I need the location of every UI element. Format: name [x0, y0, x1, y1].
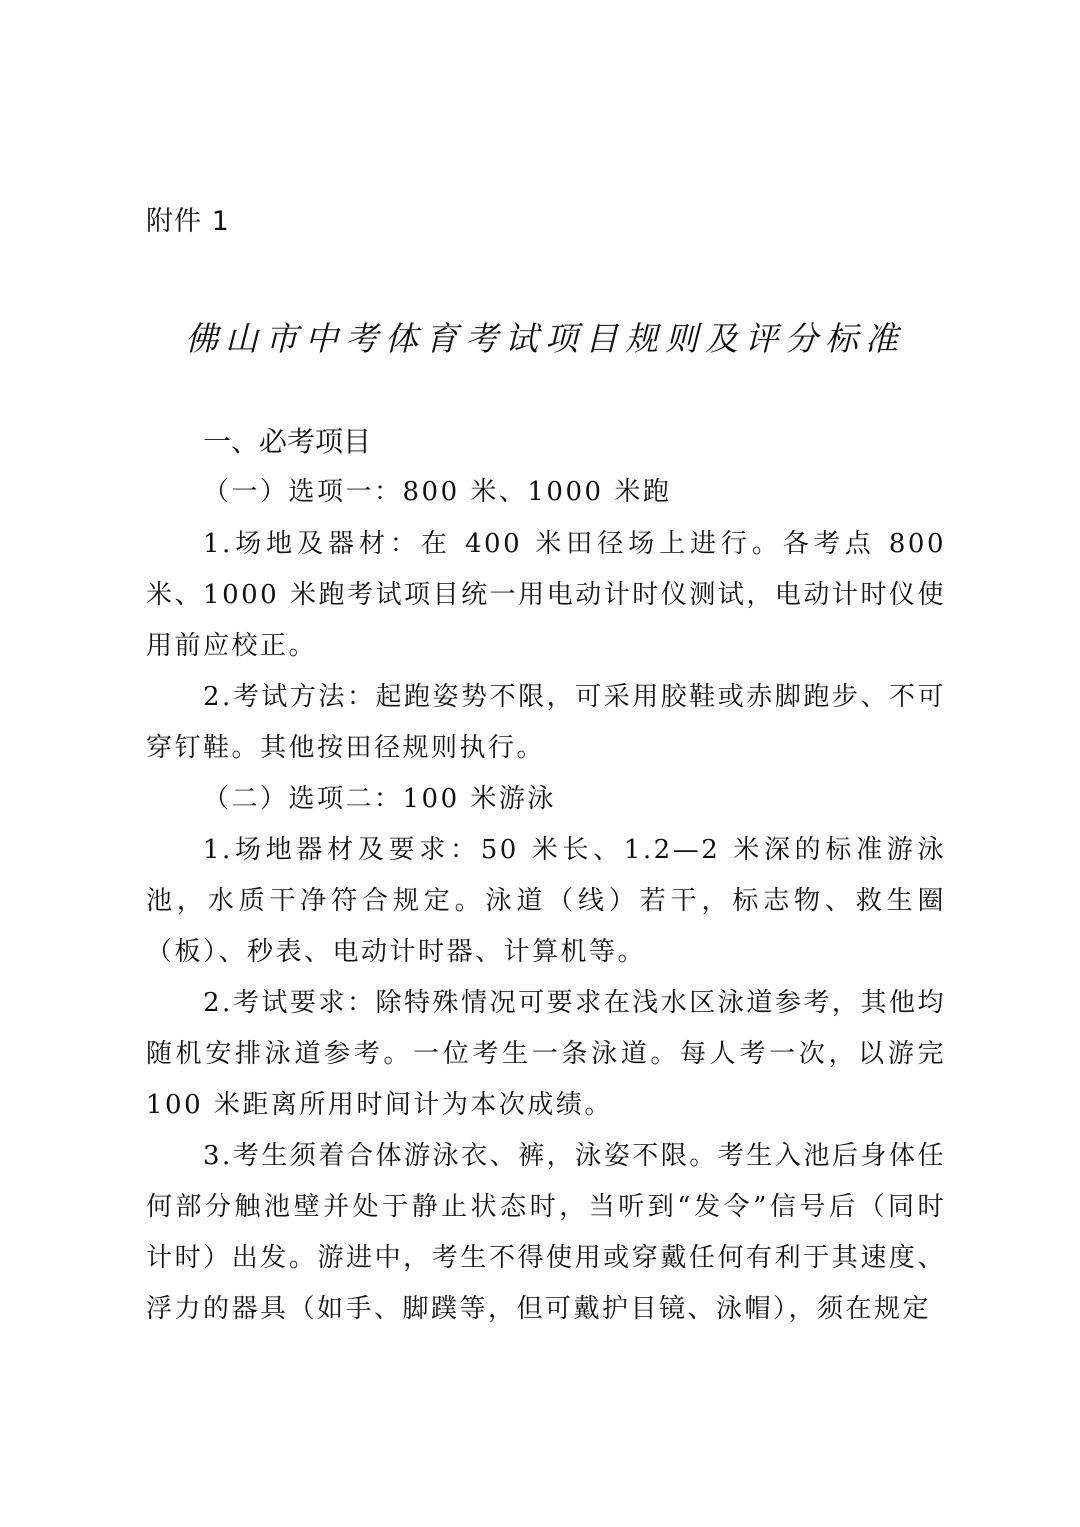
- option-2-item-1: 1.场地器材及要求：50 米长、1.2—2 米深的标准游泳池，水质干净符合规定。泳道（线）若干，标志物、救生圈（板）、秒表、电动计时器、计算机等。: [146, 835, 946, 967]
- option-1-item-1: 1.场地及器材：在 400 米田径场上进行。各考点 800 米、1000 米跑考试项目统一用电动计时仪测试，电动计时仪使用前应校正。: [146, 529, 946, 661]
- section-heading-required-items: 一、必考项目: [203, 425, 372, 458]
- option-2-item-3: 3.考生须着合体游泳衣、裤，泳姿不限。考生入池后身体任何部分触池壁并处于静止状态时，当听到“发令”信号后（同时计时）出发。游进中，考生不得使用或穿戴任何有利于其速度、浮力的器具（如手、脚蹼等，但可戴护目镜、泳帽），须在规定: [146, 1141, 946, 1324]
- attachment-label: 附件 1: [146, 206, 230, 237]
- option-1-item-2: 2.考试方法：起跑姿势不限，可采用胶鞋或赤脚跑步、不可穿钉鞋。其他按田径规则执行。: [146, 682, 946, 763]
- option-2-heading: （二）选项二：100 米游泳: [203, 784, 556, 814]
- document-title: 佛山市中考体育考试项目规则及评分标准: [185, 319, 905, 358]
- option-1-heading: （一）选项一：800 米、1000 米跑: [203, 477, 672, 507]
- option-2-item-2: 2.考试要求：除特殊情况可要求在浅水区泳道参考，其他均随机安排泳道参考。一位考生一条泳道。每人考一次，以游完 100 米距离所用时间计为本次成绩。: [146, 988, 946, 1120]
